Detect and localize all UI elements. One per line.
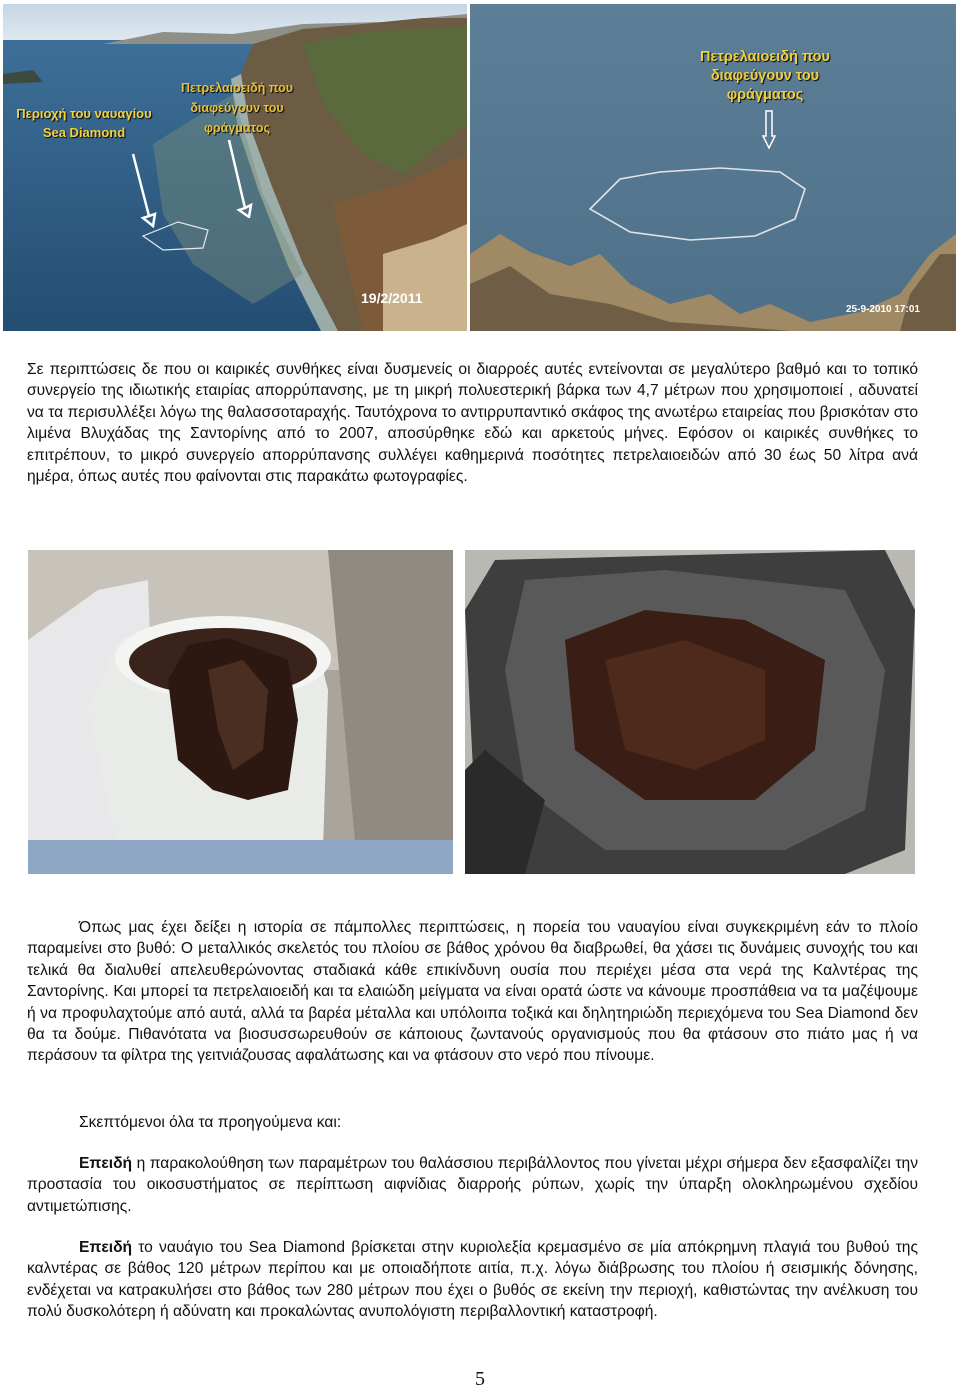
paragraph-whereas-wreck (27, 1237, 918, 1323)
arrow-icon (129, 152, 159, 228)
paragraph-considering (27, 1112, 918, 1133)
label-wreck-area: Περιοχή του ναυαγίου Sea Diamond (16, 106, 152, 140)
paragraph-wreck-fate-text: Όπως μας έχει δείξει η ιστορία σε πάμπολλες περιπτώσεις, η πορεία του ναυαγίου είναι συγκεκριμένη εάν το πλοίο παραμείνει στο βυθό: Ο μεταλλικός σκελετός του πλοίου σε βάθος χρόνου θα διαβρωθεί, θα χάσει τις δυνάμεις συνοχής του και τελικά θα διαλυθεί απελευθερώνοντας σταδιακά κάθε επικίνδυνη ουσία που περιέχει μέσα στα νερά της Καλντέρας της Σαντορίνης. Και μπορεί τα πετρελαιοειδή και τα ελαιώδη μείγματα να είναι ορατά ώστε να κάνουμε προσπάθεια να τα μαζέψουμε ή να προφυλαχτούμε από αυτά, αλλά τα βαρέα μέταλλα και υπόλοιπα τοξικά και δηλητηριώδη περιεχόμενα του Sea Diamond δεν θα τα δούμε. Πιθανότατα να βιοσυσσωρευθούν σε κάποιους ζωντανούς οργανισμούς που θα φτάσουν στο πιάτο μας ή να περάσουν τα φίλτρα της γειτνιάζουσας αφαλάτωσης και να φτάσουν στο νερό που πίνουμε. (27, 919, 918, 1065)
label-oil-escape-left: Πετρελαιοειδή που διαφεύγουν του φράγματος (180, 81, 294, 135)
label-oil-escape-right: Πετρελαιοειδή που διαφεύγουν του φράγματος (700, 49, 830, 103)
down-arrow-icon (762, 110, 776, 150)
photo-oil-boom (470, 4, 956, 331)
paragraph-whereas-wreck-text: το ναυάγιο του Sea Diamond βρίσκεται στην κυριολεξία κρεμασμένο σε μία απόκρημνη πλαγιά του βυθού της καλντέρας σε βάθος 120 μέτρων περίπου και με οποιαδήποτε αιτία, π.χ. λόγω διάβρωσης του πλοίου ή σεισμικής δόνησης, ενδέχεται να κατρακυλήσει στο βάθος των 280 μέτρων που έχει ο βυθός σε εκείνη την περιοχή, καθιστώντας την ανέλκυση του πολύ δυσκολότερη ή αδύνατη και προκαλώντας ανυπολόγιστη περιβαλλοντική καταστροφή. (27, 1239, 918, 1321)
whereas-lead: Επειδή (79, 1155, 133, 1172)
whereas-lead: Επειδή (79, 1239, 133, 1256)
paragraph-wreck-fate (27, 917, 918, 1067)
page-number: 5 (475, 1368, 485, 1390)
photo-caldera-coast (3, 4, 467, 331)
photo-date: 19/2/2011 (361, 290, 423, 306)
paragraph-considering-text: Σκεπτόμενοι όλα τα προηγούμενα και: (79, 1114, 342, 1131)
photo-bucket-oil (28, 550, 453, 874)
photo-date: 25-9-2010 17:01 (846, 304, 920, 315)
photo-bag-oil (465, 550, 915, 874)
paragraph-whereas-monitoring-text: η παρακολούθηση των παραμέτρων του θαλάσσιου περιβάλλοντος που γίνεται μέχρι σήμερα δεν εξασφαλίζει την προστασία του οικοσυστήματος σε περίπτωση αιφνίδιας διαρροής ρύπων, χωρίς την ύπαρξη ολοκληρωμένου σχεδίου αντιμετώπισης. (27, 1155, 918, 1215)
paragraph-whereas-monitoring (27, 1153, 918, 1217)
paragraph-oil-leaks: Σε περιπτώσεις δε που οι καιρικές συνθήκες είναι δυσμενείς οι διαρροές αυτές εντείνονται σε μεγαλύτερο βαθμό και το τοπικό συνεργείο της ιδιωτικής εταιρίας απορρύπανσης, με τη μικρή πολυεστερική βάρκα των 4,7 μέτρων που χρησιμοποιεί , αδυνατεί να τα περισυλλέξει λόγω της θαλασσοταραχής. Ταυτόχρονα το αντιρρυπαντικό σκάφος της ανωτέρω εταιρείας που βρισκόταν στο λιμένα Βλυχάδας της Σαντορίνης από το 2007, αποσύρθηκε εδώ και αρκετούς μήνες. Εφόσον οι καιρικές συνθήκες το επιτρέπουν, το μικρό συνεργείο απορρύπανσης συλλέγει καθημερινά ποσότητες πετρελαιοειδών από 30 έως 50 λίτρα ανά ημέρα, όπως αυτές που φαίνονται στις παρακάτω φωτογραφίες. (27, 361, 918, 486)
arrow-icon (225, 138, 255, 218)
